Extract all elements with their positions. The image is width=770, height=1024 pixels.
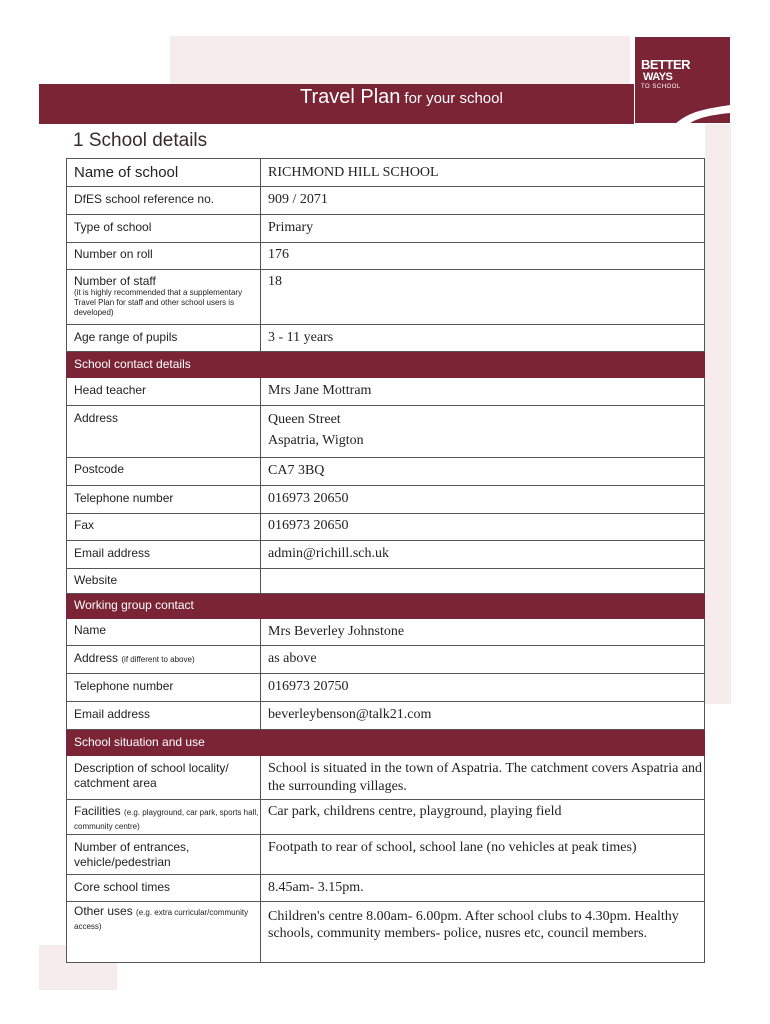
value-type: Primary (261, 215, 705, 243)
row-situation-heading (67, 730, 705, 756)
better-ways-logo (634, 36, 731, 124)
label-other-uses-cell (67, 902, 261, 963)
label-facilities-cell (67, 800, 261, 835)
row-entrances (67, 835, 705, 875)
row-type (67, 215, 705, 243)
label-school-name: Name of school (67, 159, 261, 187)
value-fax: 016973 20650 (261, 514, 705, 541)
row-wg-email (67, 702, 705, 730)
label-fax: Fax (67, 514, 261, 541)
background-shape-right (705, 124, 731, 704)
label-type: Type of school (67, 215, 261, 243)
school-details-table (66, 158, 705, 963)
heading-situation-blank (261, 730, 705, 756)
value-dfes: 909 / 2071 (261, 187, 705, 215)
value-staff: 18 (261, 270, 705, 325)
row-postcode (67, 458, 705, 486)
label-dfes: DfES school reference no. (67, 187, 261, 215)
value-other-uses: Children's centre 8.00am- 6.00pm. After school clubs to 4.30pm. Healthy schools, community members- police, nusres etc, council members. (261, 902, 705, 963)
row-dfes (67, 187, 705, 215)
label-address: Address (67, 406, 261, 458)
label-wg-address: Address (74, 651, 119, 665)
value-website (261, 569, 705, 594)
row-telephone (67, 486, 705, 514)
row-other-uses (67, 902, 705, 963)
road-icon (635, 91, 730, 124)
label-facilities: Facilities (74, 804, 121, 818)
value-times: 8.45am- 3.15pm. (261, 875, 705, 902)
title-sub: for your school (404, 90, 503, 107)
facilities-note: (e.g. playground, car park, sports hall, community centre) (74, 808, 259, 831)
row-age (67, 325, 705, 352)
heading-contact-blank (261, 352, 705, 378)
row-website (67, 569, 705, 594)
row-wg-telephone (67, 674, 705, 702)
value-wg-name: Mrs Beverley Johnstone (261, 619, 705, 646)
row-fax (67, 514, 705, 541)
other-uses-note: (e.g. extra curricular/community access) (74, 908, 249, 931)
value-address-cell (261, 406, 705, 458)
label-wg-address-cell (67, 646, 261, 674)
value-head-teacher: Mrs Jane Mottram (261, 378, 705, 406)
value-entrances: Footpath to rear of school, school lane (no vehicles at peak times) (261, 835, 705, 875)
value-locality: School is situated in the town of Aspatria. The catchment covers Aspatria and the surrounding villages. (261, 756, 705, 800)
label-wg-name: Name (67, 619, 261, 646)
value-facilities: Car park, childrens centre, playground, playing field (261, 800, 705, 835)
value-postcode: CA7 3BQ (261, 458, 705, 486)
row-roll (67, 243, 705, 270)
label-other-uses: Other uses (74, 904, 133, 918)
row-wg-address (67, 646, 705, 674)
value-school-name: RICHMOND HILL SCHOOL (261, 159, 705, 187)
value-address-line2: Aspatria, Wigton (268, 433, 364, 448)
label-locality: Description of school locality/ catchment area (67, 756, 261, 800)
row-contact-heading (67, 352, 705, 378)
wg-address-note: (if different to above) (121, 655, 195, 664)
value-wg-telephone: 016973 20750 (261, 674, 705, 702)
value-roll: 176 (261, 243, 705, 270)
staff-note: (it is highly recommended that a supplementary Travel Plan for staff and other school users is developed) (74, 288, 243, 317)
logo-line1: BETTER (641, 57, 690, 72)
value-telephone: 016973 20650 (261, 486, 705, 514)
label-postcode: Postcode (67, 458, 261, 486)
row-school-name (67, 159, 705, 187)
label-wg-email: Email address (67, 702, 261, 730)
value-age: 3 - 11 years (261, 325, 705, 352)
page-title (300, 86, 503, 109)
row-times (67, 875, 705, 902)
label-staff: Number of staff (74, 274, 156, 288)
label-age: Age range of pupils (67, 325, 261, 352)
heading-working-group: Working group contact (67, 594, 261, 619)
heading-situation: School situation and use (67, 730, 261, 756)
heading-working-group-blank (261, 594, 705, 619)
row-email (67, 541, 705, 569)
logo-line3: TO SCHOOL (641, 84, 681, 90)
label-staff-cell (67, 270, 261, 325)
label-times: Core school times (67, 875, 261, 902)
row-address (67, 406, 705, 458)
background-shape-top (170, 36, 630, 84)
label-entrances: Number of entrances, vehicle/pedestrian (67, 835, 261, 875)
label-email: Email address (67, 541, 261, 569)
value-address-line1: Queen Street (268, 412, 341, 427)
row-wg-name (67, 619, 705, 646)
value-wg-address: as above (261, 646, 705, 674)
label-roll: Number on roll (67, 243, 261, 270)
logo-line2: WAYS (643, 71, 673, 83)
row-head-teacher (67, 378, 705, 406)
label-wg-telephone: Telephone number (67, 674, 261, 702)
row-locality (67, 756, 705, 800)
label-telephone: Telephone number (67, 486, 261, 514)
label-head-teacher: Head teacher (67, 378, 261, 406)
section-title: 1 School details (73, 130, 208, 151)
row-working-group-heading (67, 594, 705, 619)
value-wg-email: beverleybenson@talk21.com (261, 702, 705, 730)
heading-contact: School contact details (67, 352, 261, 378)
title-main: Travel Plan (300, 86, 401, 108)
row-staff (67, 270, 705, 325)
row-facilities (67, 800, 705, 835)
value-email: admin@richill.sch.uk (261, 541, 705, 569)
label-website: Website (67, 569, 261, 594)
